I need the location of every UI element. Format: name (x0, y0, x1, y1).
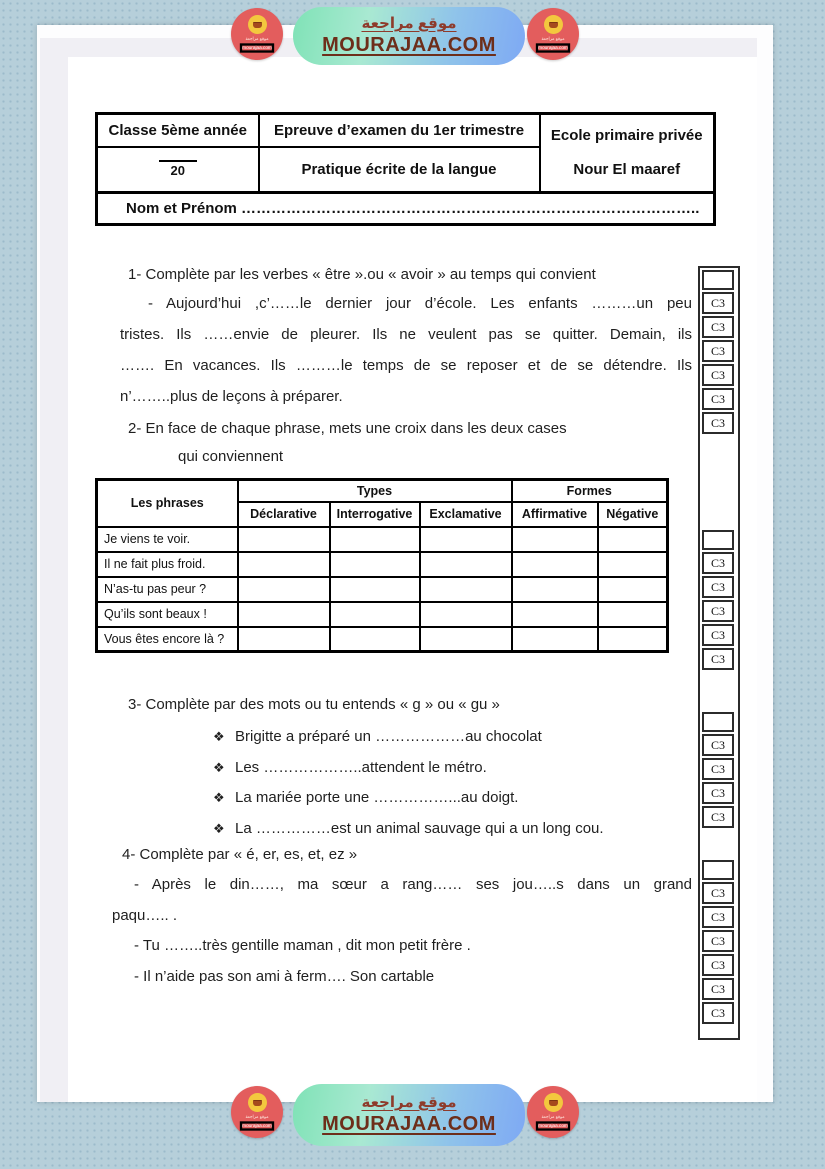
badge-yellow-circle (248, 1093, 267, 1112)
answer-cell (330, 527, 420, 552)
exercise3-item (213, 814, 604, 845)
answer-cell (238, 602, 330, 627)
exercise3-item (213, 722, 604, 753)
answer-cell (330, 577, 420, 602)
grading-cell-c3: C3 (702, 734, 734, 756)
phrase-cell: Je viens te voir. (97, 527, 238, 552)
answer-cell (598, 627, 668, 652)
table-row (97, 627, 668, 652)
exam-header-table (95, 112, 716, 226)
answer-cell (420, 577, 512, 602)
col-header-negative: Négative (598, 502, 668, 527)
grading-cell-c3: C3 (702, 388, 734, 410)
grading-cell-c3: C3 (702, 340, 734, 362)
grading-cell-c3: C3 (702, 882, 734, 904)
answer-cell (238, 577, 330, 602)
answer-cell (238, 552, 330, 577)
grading-cell-empty (702, 712, 734, 732)
exercise4-line: - Après le din……, ma sœur a rang…… ses jou…..s dans un grand (134, 876, 692, 893)
grading-cell-c3: C3 (702, 316, 734, 338)
grading-group (702, 860, 734, 1026)
badge-arabic-label: موقع مراجعة (541, 1114, 565, 1120)
answer-cell (420, 627, 512, 652)
site-banner-top[interactable] (293, 7, 525, 65)
exercise3-item-text: Brigitte a préparé un ………………au chocolat (235, 728, 542, 745)
diamond-bullet-icon: ❖ (213, 759, 225, 775)
exercise4-line: - Tu ……..très gentille maman , dit mon petit frère . (134, 937, 471, 954)
book-icon (253, 22, 262, 28)
score-out-of-20: 20 (159, 160, 197, 178)
exercise3-title: 3- Complète par des mots ou tu entends « g » ou « gu » (128, 696, 500, 713)
matiere-cell: Pratique écrite de la langue (259, 147, 540, 193)
site-badge-top-right (527, 8, 579, 60)
answer-cell (512, 577, 598, 602)
phrase-cell: Qu’ils sont beaux ! (97, 602, 238, 627)
site-badge-bottom-left (231, 1086, 283, 1138)
table-row (97, 577, 668, 602)
exercise4-line: paqu….. . (112, 906, 178, 924)
phrase-cell: Il ne fait plus froid. (97, 552, 238, 577)
phrase-table-body (97, 527, 668, 652)
col-header-interrogative: Interrogative (330, 502, 420, 527)
classe-cell: Classe 5ème année (97, 114, 259, 147)
col-header-declarative: Déclarative (238, 502, 330, 527)
answer-cell (598, 602, 668, 627)
grading-cell-c3: C3 (702, 412, 734, 434)
nom-prenom-row (97, 193, 715, 225)
badge-yellow-circle (544, 1093, 563, 1112)
exercise1-title: 1- Complète par les verbes « être ».ou « avoir » au temps qui convient (128, 266, 596, 283)
answer-cell (330, 552, 420, 577)
exercise3-item-text: Les ………………..attendent le métro. (235, 758, 487, 776)
table-row (97, 527, 668, 552)
grading-cell-c3: C3 (702, 1002, 734, 1024)
grading-cell-c3: C3 (702, 930, 734, 952)
badge-domain-label: mourajaa.com (536, 43, 570, 52)
answer-cell (420, 602, 512, 627)
ecole-line1: Ecole primaire privée (550, 127, 703, 144)
exercise3-item (213, 783, 604, 814)
grading-cell-c3: C3 (702, 978, 734, 1000)
answer-cell (330, 627, 420, 652)
exercise3-items (213, 722, 604, 844)
col-header-exclamative: Exclamative (420, 502, 512, 527)
formes-group-header: Formes (512, 480, 668, 502)
grading-group (702, 270, 734, 436)
banner-domain-link[interactable]: MOURAJAA.COM (322, 1113, 496, 1135)
exercise1-paragraph (120, 288, 692, 412)
grading-cell-c3: C3 (702, 600, 734, 622)
grading-cell-empty (702, 530, 734, 550)
types-group-header: Types (238, 480, 512, 502)
diamond-bullet-icon: ❖ (213, 729, 225, 744)
answer-cell (512, 552, 598, 577)
banner-arabic-title[interactable]: موقع مراجعة (361, 1094, 457, 1111)
site-badge-top-left (231, 8, 283, 60)
exercise2-title-line2: qui conviennent (178, 448, 284, 465)
answer-cell (598, 527, 668, 552)
grading-cell-c3: C3 (702, 782, 734, 804)
table-row (97, 552, 668, 577)
grading-cell-c3: C3 (702, 552, 734, 574)
badge-domain-label: mourajaa.com (240, 1121, 274, 1130)
exercise2-title: 2- En face de chaque phrase, mets une croix dans les deux cases (128, 420, 567, 437)
phrase-cell: N’as-tu pas peur ? (97, 577, 238, 602)
site-banner-bottom[interactable] (293, 1084, 525, 1146)
grading-cell-c3: C3 (702, 758, 734, 780)
grading-cell-c3: C3 (702, 806, 734, 828)
exercise1-line: - Aujourd’hui ,c’……le dernier jour d’école. Les enfants ………un peu (148, 295, 692, 312)
grading-cell-c3: C3 (702, 364, 734, 386)
score-cell (97, 147, 259, 193)
exercise1-line: tristes. Ils ……envie de pleurer. Ils ne veulent pas se quitter. Demain, ils (120, 326, 692, 343)
answer-cell (512, 627, 598, 652)
badge-arabic-label: موقع مراجعة (541, 36, 565, 42)
exercise3-item-text: La mariée porte une ……………...au doigt. (235, 789, 519, 806)
grading-cell-c3: C3 (702, 648, 734, 670)
ecole-cell (540, 114, 715, 193)
exercise3-item (213, 753, 604, 784)
badge-yellow-circle (544, 15, 563, 34)
answer-cell (330, 602, 420, 627)
answer-cell (512, 602, 598, 627)
grading-group (702, 530, 734, 672)
book-icon (253, 1100, 262, 1106)
answer-cell (512, 527, 598, 552)
nom-dotted-line: ……………………………………………………………………………….. (241, 200, 700, 217)
answer-cell (420, 527, 512, 552)
ecole-line2: Nour El maaref (573, 161, 681, 178)
banner-domain-link[interactable]: MOURAJAA.COM (322, 34, 496, 56)
banner-arabic-title[interactable]: موقع مراجعة (361, 15, 457, 32)
badge-yellow-circle (248, 15, 267, 34)
nom-label: Nom et Prénom (126, 200, 237, 217)
exercise3-item-text: La ……………est un animal sauvage qui a un long cou. (235, 819, 604, 837)
answer-cell (238, 627, 330, 652)
answer-cell (598, 552, 668, 577)
epreuve-cell: Epreuve d’examen du 1er trimestre (259, 114, 540, 147)
grading-cell-empty (702, 860, 734, 880)
table-row (97, 602, 668, 627)
exercise1-line: ……. En vacances. Ils ………le temps de se reposer et de se détendre. Ils (120, 357, 692, 374)
book-icon (549, 1100, 558, 1106)
exercise4-title: 4- Complète par « é, er, es, et, ez » (122, 846, 358, 863)
badge-domain-label: mourajaa.com (240, 43, 274, 52)
table-corner-header: Les phrases (97, 480, 238, 527)
phrase-cell: Vous êtes encore là ? (97, 627, 238, 652)
grading-cell-c3: C3 (702, 906, 734, 928)
col-header-affirmative: Affirmative (512, 502, 598, 527)
badge-arabic-label: موقع مراجعة (245, 1114, 269, 1120)
grading-strip (698, 266, 740, 1040)
answer-cell (238, 527, 330, 552)
site-badge-bottom-right (527, 1086, 579, 1138)
answer-cell (420, 552, 512, 577)
grading-cell-c3: C3 (702, 624, 734, 646)
badge-arabic-label: موقع مراجعة (245, 36, 269, 42)
badge-domain-label: mourajaa.com (536, 1121, 570, 1130)
exercise1-line: n’……..plus de leçons à préparer. (120, 388, 343, 405)
exercise4-paragraph (112, 870, 692, 992)
grading-group (702, 712, 734, 830)
diamond-bullet-icon: ❖ (213, 790, 225, 805)
grading-cell-c3: C3 (702, 954, 734, 976)
grading-cell-c3: C3 (702, 576, 734, 598)
book-icon (549, 22, 558, 28)
phrase-types-table (95, 478, 669, 653)
diamond-bullet-icon: ❖ (213, 820, 225, 836)
answer-cell (598, 577, 668, 602)
exercise4-line: - Il n’aide pas son ami à ferm…. Son cartable (134, 967, 435, 985)
grading-cell-empty (702, 270, 734, 290)
grading-cell-c3: C3 (702, 292, 734, 314)
